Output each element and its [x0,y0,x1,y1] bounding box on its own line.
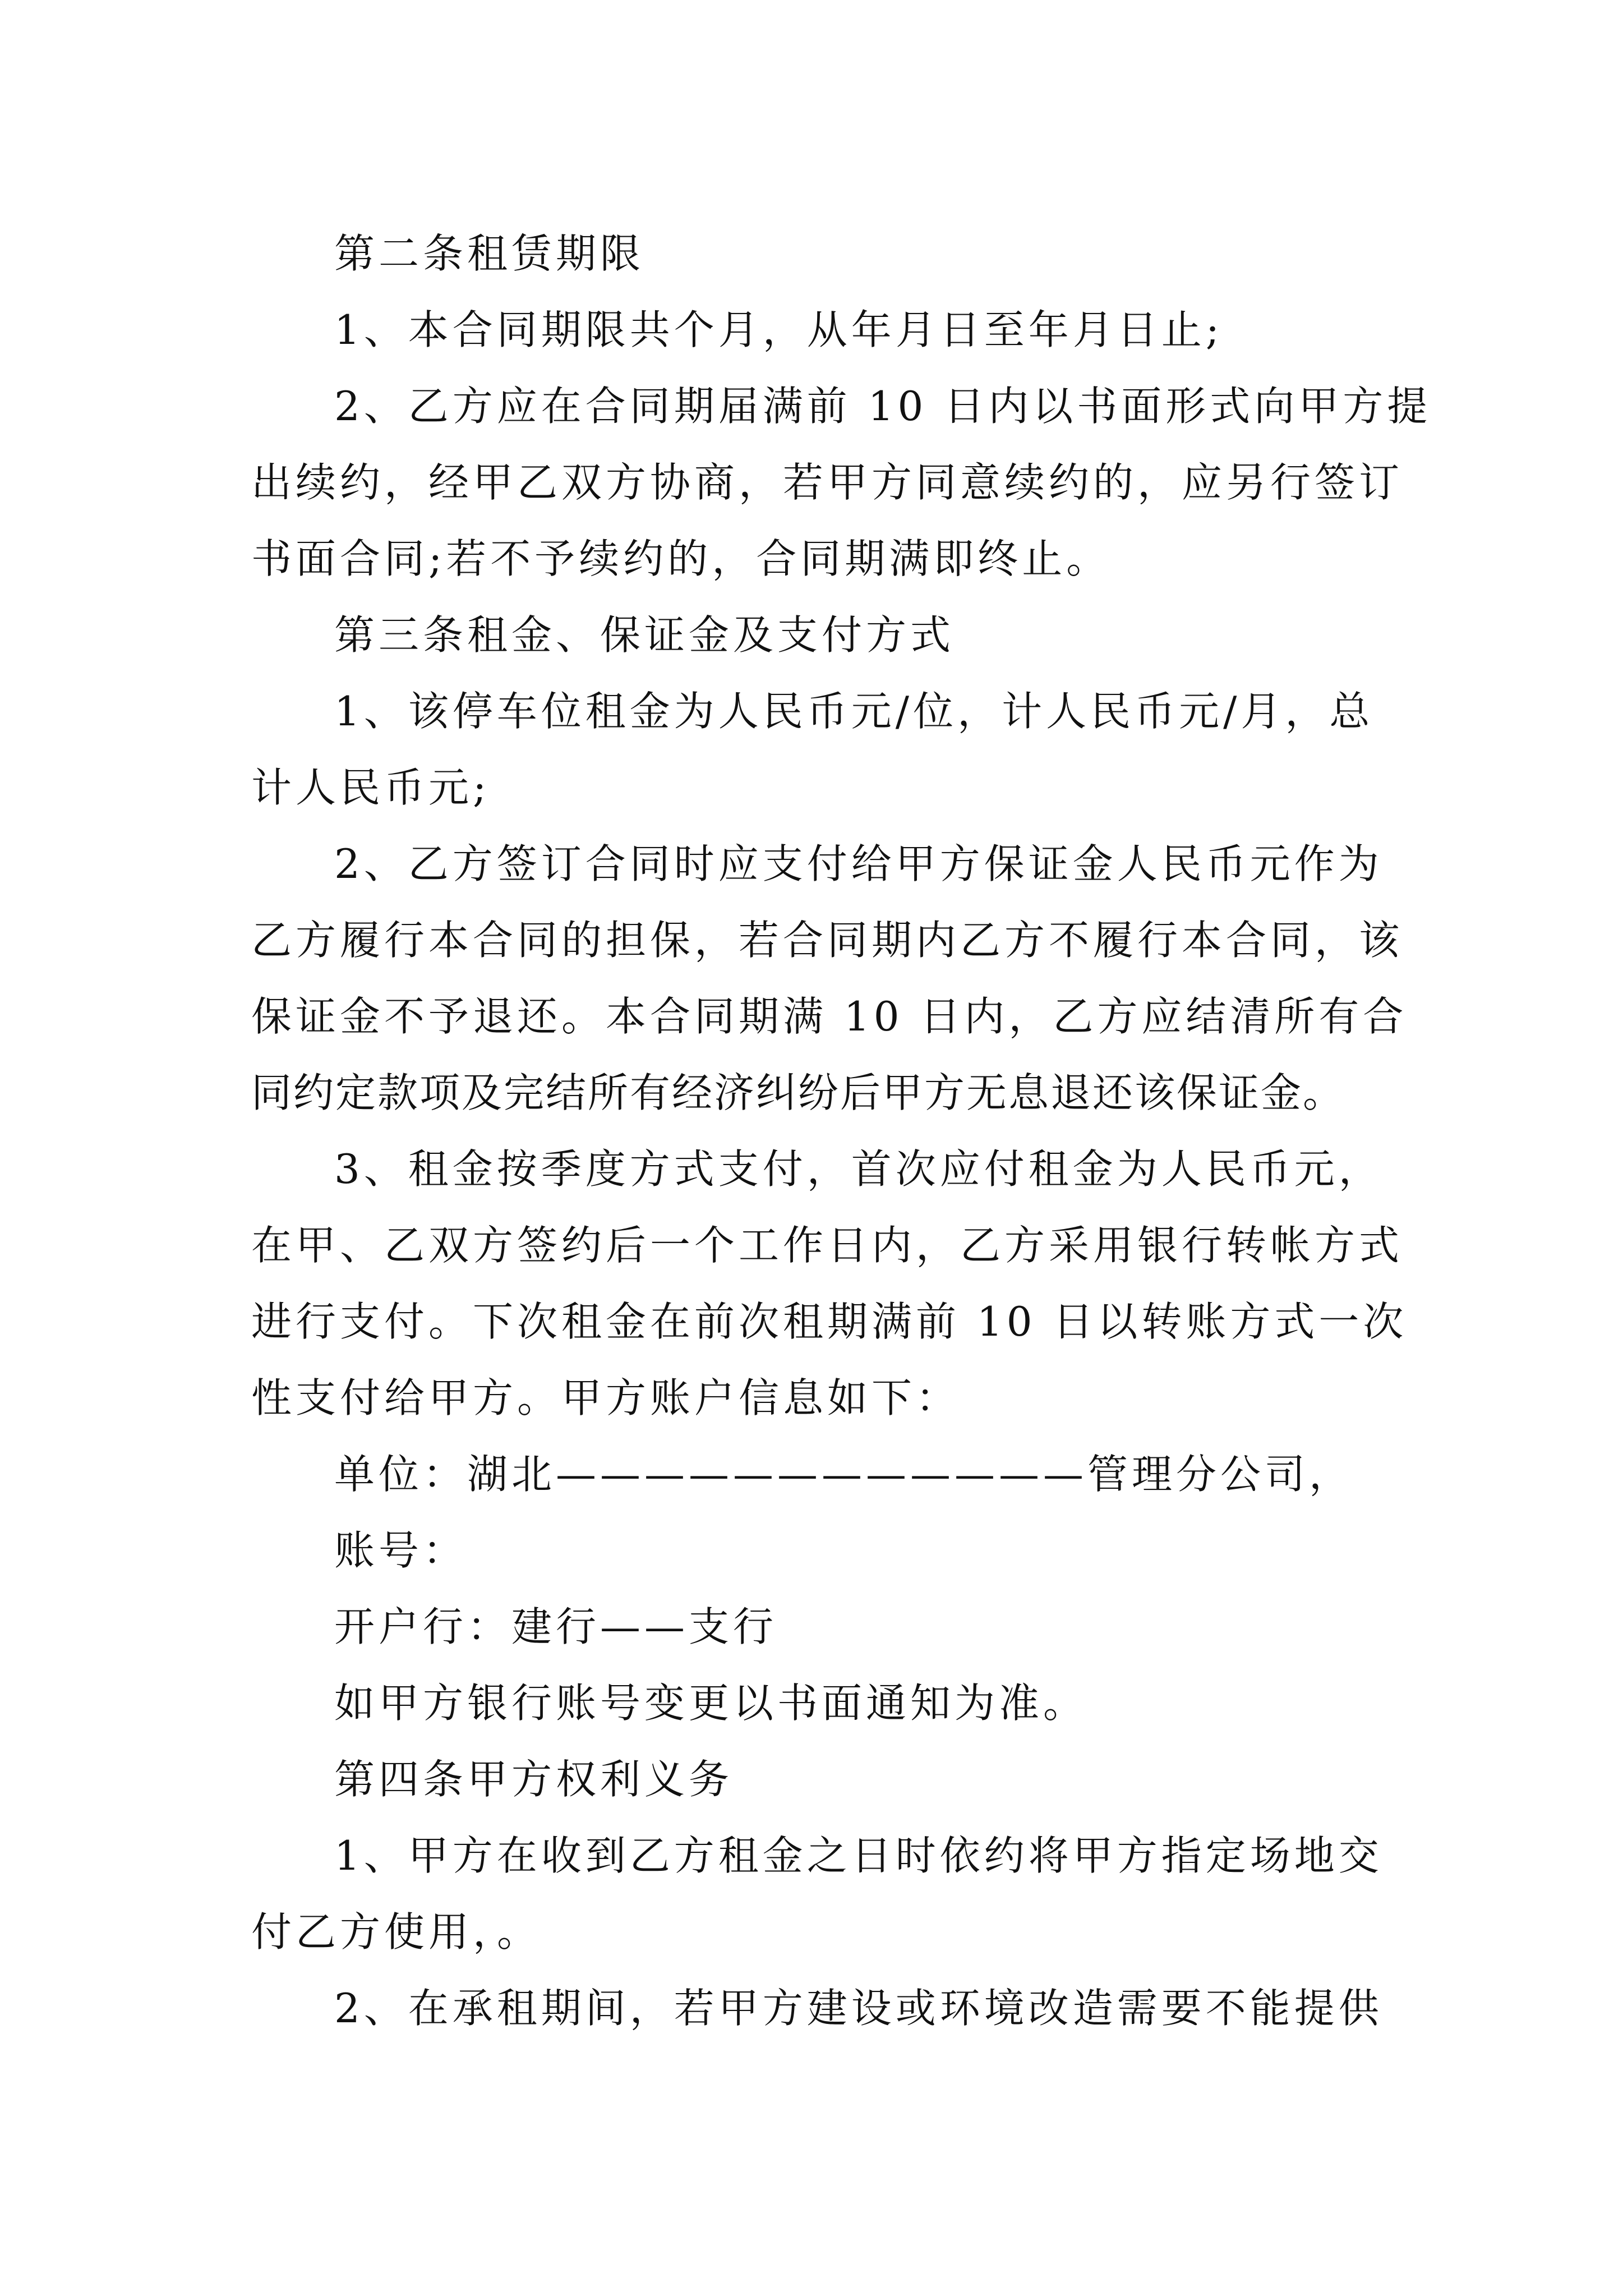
paragraph-line: 在甲、乙双方签约后一个工作日内，乙方采用银行转帐方式 [251,1222,1404,1269]
paragraph-line: 计人民币元; [251,764,491,811]
paragraph-line: 出续约，经甲乙双方协商，若甲方同意续约的，应另行签订 [251,459,1404,506]
paragraph-line: 书面合同;若不予续约的，合同期满即终止。 [251,535,1111,582]
account-unit-line: 单位：湖北————————————管理分公司， [334,1451,1354,1498]
paragraph-line: 2、在承租期间，若甲方建设或环境改造需要不能提供 [334,1985,1383,2032]
paragraph-line: 同约定款项及完结所有经济纠纷后甲方无息退还该保证金。 [251,1069,1345,1116]
section-heading-lease-term: 第二条租赁期限 [334,230,645,277]
section-heading-rent-deposit-payment: 第三条租金、保证金及支付方式 [334,611,955,659]
account-number-line: 账号： [334,1527,468,1574]
paragraph-line: 付乙方使用，。 [251,1908,542,1955]
paragraph-line: 1、甲方在收到乙方租金之日时依约将甲方指定场地交 [334,1832,1383,1879]
paragraph-line: 性支付给甲方。甲方账户信息如下： [251,1374,961,1421]
paragraph-line: 乙方履行本合同的担保，若合同期内乙方不履行本合同，该 [251,917,1404,964]
paragraph-line: 1、本合同期限共个月，从年月日至年月日止; [334,306,1224,353]
paragraph-line: 3、租金按季度方式支付，首次应付租金为人民币元， [334,1145,1383,1193]
section-heading-party-a-rights: 第四条甲方权利义务 [334,1756,734,1803]
paragraph-line: 如甲方银行账号变更以书面通知为准。 [334,1680,1088,1727]
bank-branch-line: 开户行：建行——支行 [334,1603,778,1650]
paragraph-line: 2、乙方应在合同期届满前 10 日内以书面形式向甲方提 [334,383,1432,430]
paragraph-line: 进行支付。下次租金在前次租期满前 10 日以转账方式一次 [251,1298,1408,1345]
document-body [251,215,1432,2046]
paragraph-line: 1、该停车位租金为人民币元/位，计人民币元/月，总 [334,688,1374,735]
paragraph-line: 2、乙方签订合同时应支付给甲方保证金人民币元作为 [334,840,1383,887]
paragraph-line: 保证金不予退还。本合同期满 10 日内，乙方应结清所有合 [251,993,1408,1040]
